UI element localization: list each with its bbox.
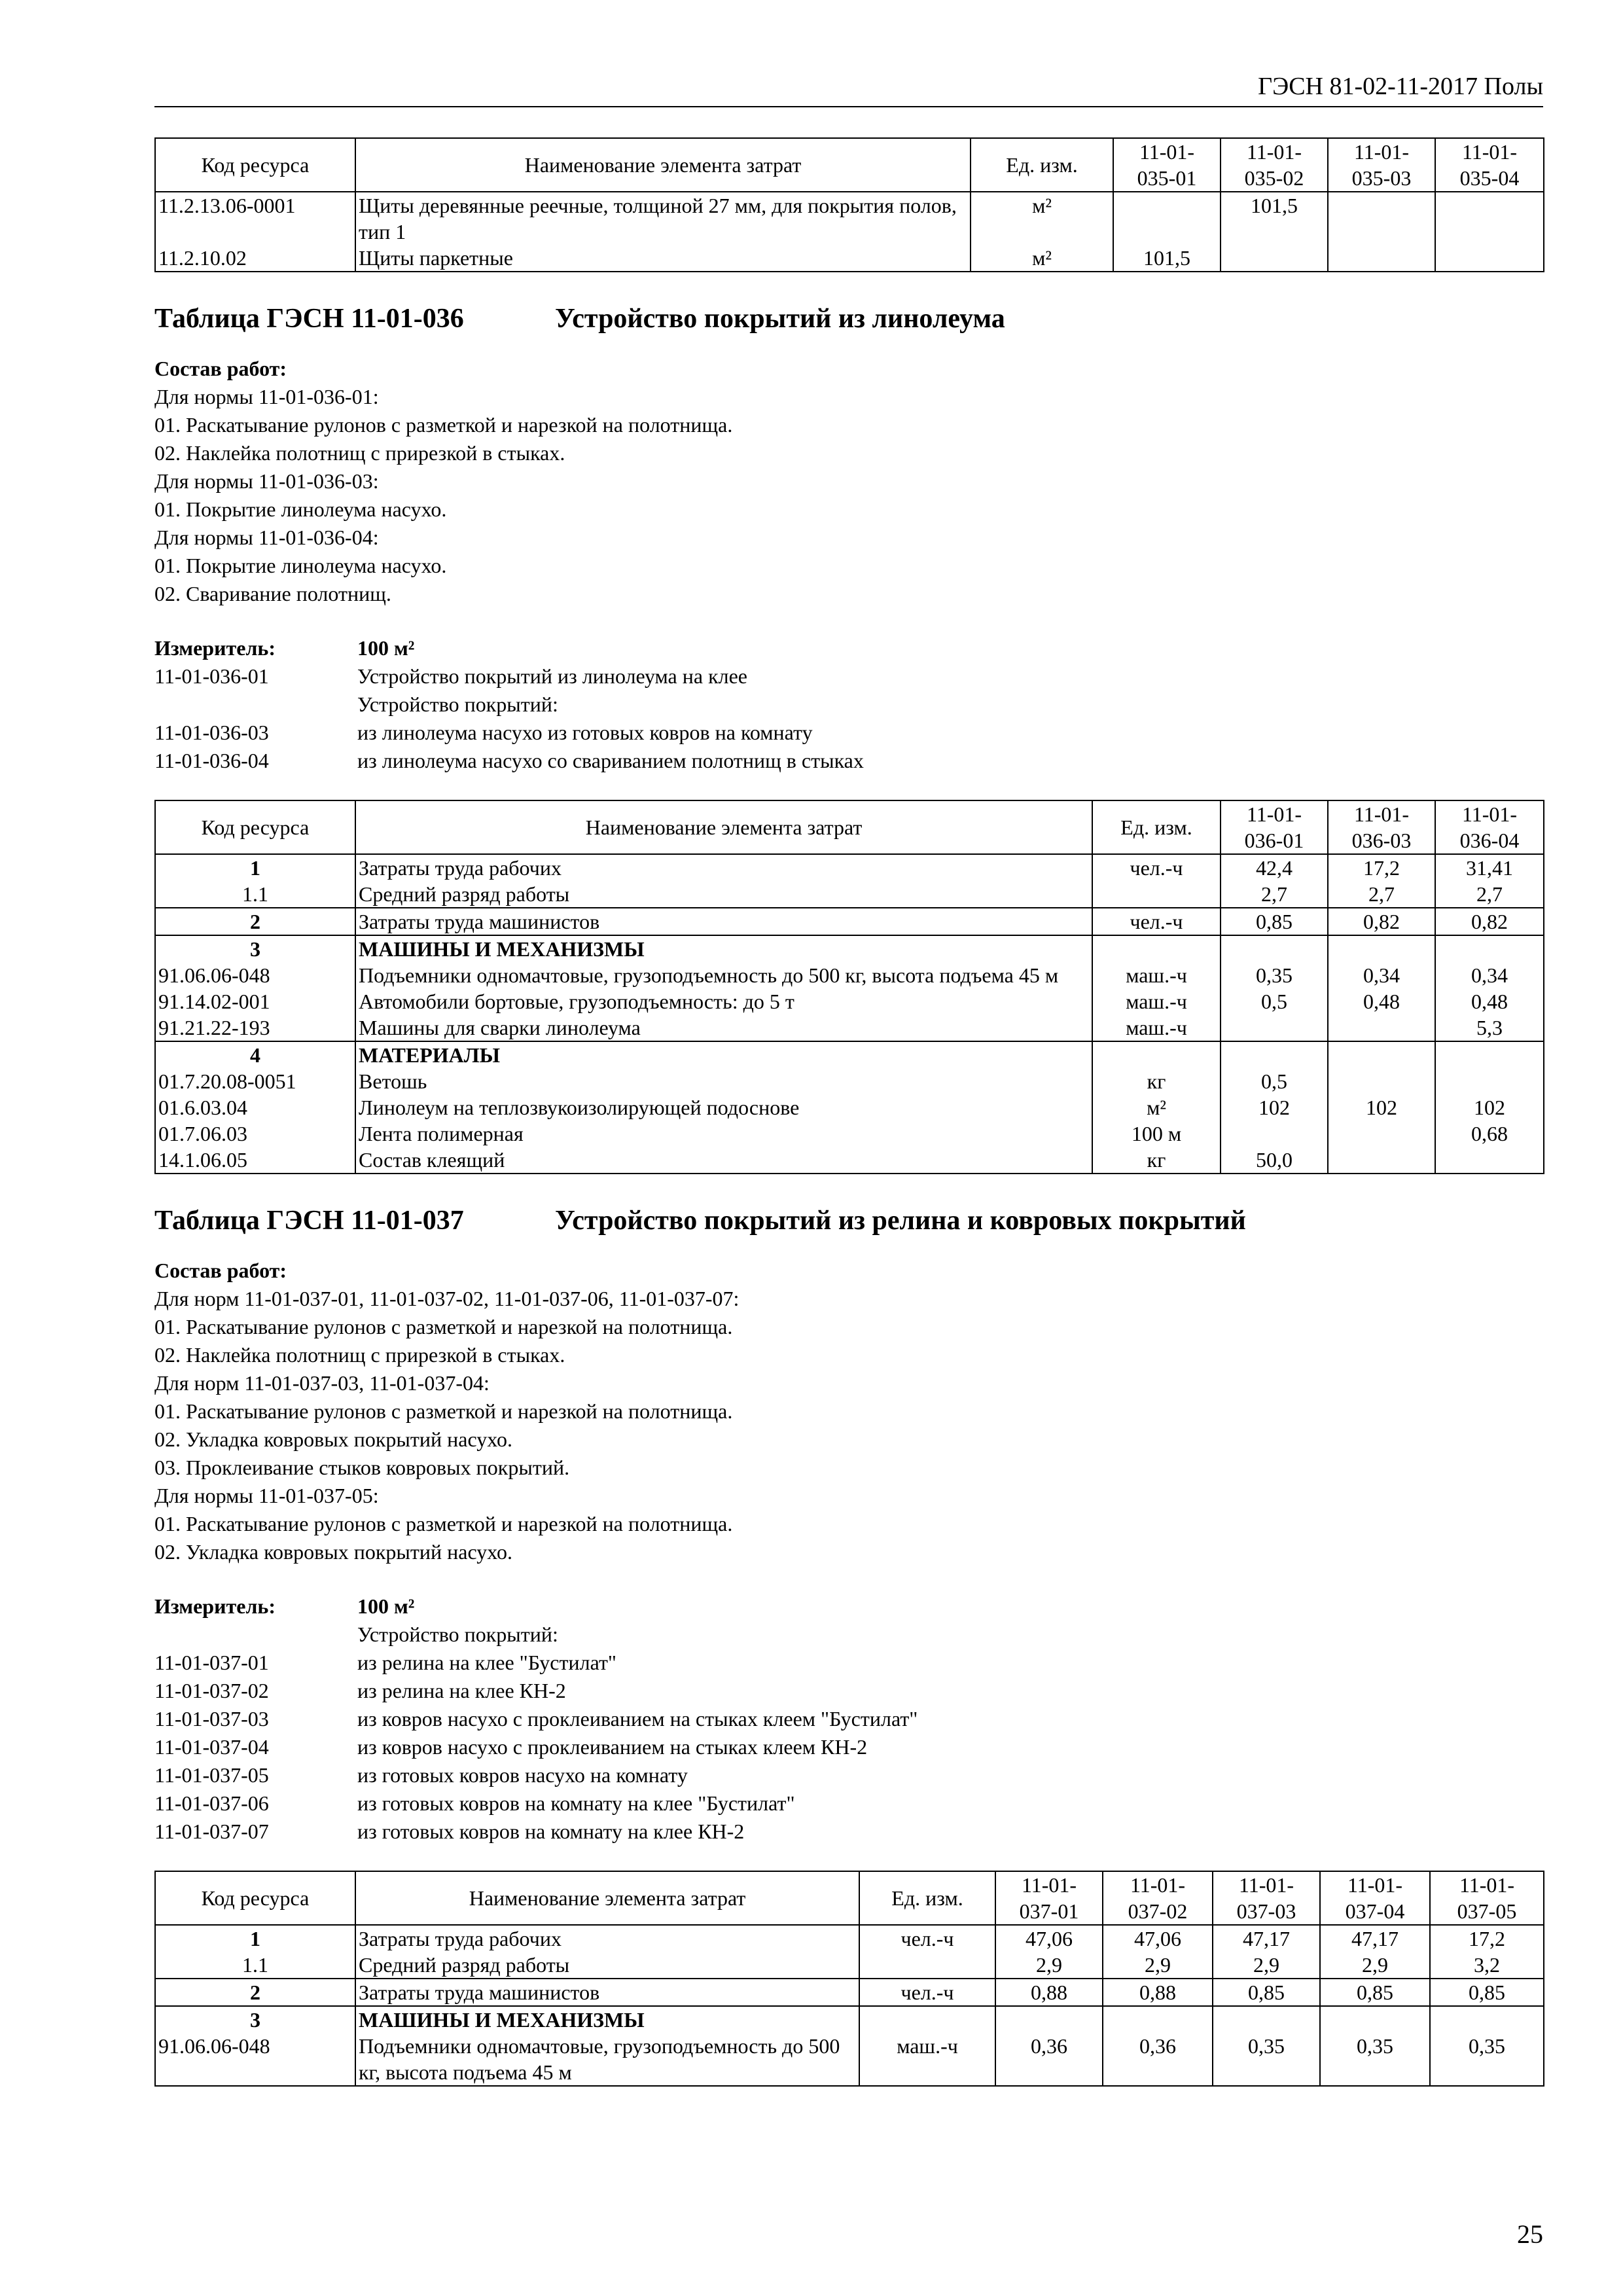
table-row bbox=[155, 935, 1544, 962]
table-row bbox=[155, 1094, 1544, 1121]
unit: кг bbox=[1092, 1147, 1221, 1174]
table-row bbox=[155, 962, 1544, 988]
col-header-norm: 11-01- 037-05 bbox=[1430, 1871, 1544, 1925]
resource-code: 3 bbox=[155, 935, 355, 962]
norm-value bbox=[1221, 1121, 1328, 1147]
resource-name: Линолеум на теплозвукоизолирующей подоснове bbox=[355, 1094, 1092, 1121]
norm-value: 0,34 bbox=[1435, 962, 1544, 988]
norm-value: 0,85 bbox=[1213, 1979, 1320, 2006]
col-header-norm: 11-01- 037-02 bbox=[1103, 1871, 1213, 1925]
work-step: Для нормы 11-01-036-01: bbox=[154, 385, 379, 408]
norm-value: 2,7 bbox=[1221, 881, 1328, 908]
norm-value bbox=[1328, 935, 1435, 962]
table-row bbox=[155, 245, 1544, 272]
norm-value bbox=[1328, 1014, 1435, 1041]
resource-code: 91.21.22-193 bbox=[155, 1014, 355, 1041]
table-11-01-037 bbox=[154, 1871, 1544, 2087]
norm-value bbox=[1435, 935, 1544, 962]
col-header-code: Код ресурса bbox=[155, 800, 355, 854]
norm-code: 11-01-037-03 bbox=[154, 1707, 269, 1731]
table-row bbox=[155, 988, 1544, 1014]
resource-name: МАШИНЫ И МЕХАНИЗМЫ bbox=[355, 935, 1092, 962]
norm-value: 0,35 bbox=[1430, 2033, 1544, 2086]
norm-value: 0,68 bbox=[1435, 1121, 1544, 1147]
norm-description: из ковров насухо с проклеиванием на стыках клеем КН-2 bbox=[357, 1735, 868, 1759]
table-row bbox=[155, 2033, 1544, 2086]
norm-value: 0,48 bbox=[1328, 988, 1435, 1014]
col-header-norm: 11-01- 036-03 bbox=[1328, 800, 1435, 854]
unit: м² bbox=[971, 192, 1113, 245]
norm-value: 3,2 bbox=[1430, 1952, 1544, 1979]
col-header-unit: Ед. изм. bbox=[859, 1871, 995, 1925]
resource-code: 1 bbox=[155, 854, 355, 881]
norm-value bbox=[1435, 1068, 1544, 1094]
unit: м² bbox=[971, 245, 1113, 272]
norm-value bbox=[1103, 2006, 1213, 2033]
norm-value bbox=[1435, 1147, 1544, 1174]
col-header-norm: 11-01- 035-02 bbox=[1221, 138, 1328, 192]
norm-value: 102 bbox=[1328, 1094, 1435, 1121]
col-header-norm: 11-01- 037-03 bbox=[1213, 1871, 1320, 1925]
norm-value: 0,34 bbox=[1328, 962, 1435, 988]
norm-value bbox=[1113, 192, 1221, 245]
resource-name: Автомобили бортовые, грузоподъемность: до 5 т bbox=[355, 988, 1092, 1014]
unit: м² bbox=[1092, 1094, 1221, 1121]
norm-value bbox=[995, 2006, 1103, 2033]
col-header-norm: 11-01- 035-03 bbox=[1328, 138, 1435, 192]
norm-value: 0,36 bbox=[995, 2033, 1103, 2086]
norm-value bbox=[1213, 2006, 1320, 2033]
norm-code: 11-01-037-07 bbox=[154, 1820, 269, 1843]
norm-value: 31,41 bbox=[1435, 854, 1544, 881]
col-header-norm: 11-01- 035-01 bbox=[1113, 138, 1221, 192]
resource-name: Ветошь bbox=[355, 1068, 1092, 1094]
norm-value: 0,35 bbox=[1320, 2033, 1430, 2086]
norm-value: 0,5 bbox=[1221, 988, 1328, 1014]
unit: маш.-ч bbox=[1092, 962, 1221, 988]
norm-code: 11-01-037-05 bbox=[154, 1763, 269, 1787]
norm-description: из релина на клее КН-2 bbox=[357, 1679, 566, 1702]
norm-value bbox=[1328, 1147, 1435, 1174]
table-row bbox=[155, 881, 1544, 908]
norm-value bbox=[1328, 1041, 1435, 1068]
norm-value: 0,82 bbox=[1328, 908, 1435, 935]
unit: 100 м bbox=[1092, 1121, 1221, 1147]
unit bbox=[859, 1952, 995, 1979]
measure-label: Измеритель: bbox=[154, 636, 276, 660]
unit bbox=[1092, 1041, 1221, 1068]
page-number: 25 bbox=[1517, 2219, 1543, 2249]
table-row bbox=[155, 1147, 1544, 1174]
work-composition bbox=[154, 383, 1543, 608]
norm-value bbox=[1435, 1041, 1544, 1068]
norm-description: из линолеума насухо со свариванием полотнищ в стыках bbox=[357, 749, 864, 772]
norm-value: 0,5 bbox=[1221, 1068, 1328, 1094]
norm-code: 11-01-037-06 bbox=[154, 1791, 269, 1815]
unit: чел.-ч bbox=[1092, 854, 1221, 881]
norm-description: из готовых ковров насухо на комнату bbox=[357, 1763, 688, 1787]
work-step: 01. Покрытие линолеума насухо. bbox=[154, 497, 447, 521]
work-step: 01. Покрытие линолеума насухо. bbox=[154, 554, 447, 577]
page-content bbox=[154, 137, 1543, 2087]
running-header: ГЭСН 81-02-11-2017 Полы bbox=[154, 71, 1543, 107]
table-row bbox=[155, 1121, 1544, 1147]
norm-description: Устройство покрытий: bbox=[357, 692, 558, 716]
work-step: 01. Раскатывание рулонов с разметкой и нарезкой на полотнища. bbox=[154, 1399, 733, 1423]
norm-value: 0,82 bbox=[1435, 908, 1544, 935]
resource-code: 2 bbox=[155, 1979, 355, 2006]
norm-value: 101,5 bbox=[1221, 192, 1328, 245]
norm-value: 0,36 bbox=[1103, 2033, 1213, 2086]
norm-value: 47,06 bbox=[995, 1925, 1103, 1952]
col-header-norm: 11-01- 035-04 bbox=[1435, 138, 1544, 192]
norm-value bbox=[1221, 935, 1328, 962]
col-header-name: Наименование элемента затрат bbox=[355, 138, 971, 192]
norm-value: 17,2 bbox=[1328, 854, 1435, 881]
norm-value: 102 bbox=[1435, 1094, 1544, 1121]
unit: кг bbox=[1092, 1068, 1221, 1094]
work-composition bbox=[154, 1285, 1543, 1566]
resource-code: 11.2.13.06-0001 bbox=[155, 192, 355, 245]
work-step: Для норм 11-01-037-03, 11-01-037-04: bbox=[154, 1371, 490, 1395]
resource-code: 1.1 bbox=[155, 1952, 355, 1979]
col-header-norm: 11-01- 036-01 bbox=[1221, 800, 1328, 854]
work-step: Для норм 11-01-037-01, 11-01-037-02, 11-01-037-06, 11-01-037-07: bbox=[154, 1287, 740, 1310]
norm-value bbox=[1328, 192, 1435, 245]
resource-code: 1.1 bbox=[155, 881, 355, 908]
norm-value bbox=[1328, 245, 1435, 272]
norm-value bbox=[1320, 2006, 1430, 2033]
resource-code: 01.7.20.08-0051 bbox=[155, 1068, 355, 1094]
norm-value: 47,17 bbox=[1320, 1925, 1430, 1952]
norm-value: 0,85 bbox=[1221, 908, 1328, 935]
col-header-norm: 11-01- 037-01 bbox=[995, 1871, 1103, 1925]
measure-value: 100 м² bbox=[357, 636, 415, 660]
table-row bbox=[155, 1952, 1544, 1979]
work-step: 02. Укладка ковровых покрытий насухо. bbox=[154, 1540, 513, 1564]
unit bbox=[1092, 881, 1221, 908]
norm-value: 102 bbox=[1221, 1094, 1328, 1121]
col-header-name: Наименование элемента затрат bbox=[355, 800, 1092, 854]
col-header-unit: Ед. изм. bbox=[971, 138, 1113, 192]
norm-value bbox=[1430, 2006, 1544, 2033]
work-step: 03. Проклеивание стыков ковровых покрытий. bbox=[154, 1456, 570, 1479]
work-step: Для нормы 11-01-037-05: bbox=[154, 1484, 379, 1507]
unit: чел.-ч bbox=[1092, 908, 1221, 935]
resource-name: Лента полимерная bbox=[355, 1121, 1092, 1147]
table-row bbox=[155, 1014, 1544, 1041]
resource-name: Состав клеящий bbox=[355, 1147, 1092, 1174]
norm-value: 0,48 bbox=[1435, 988, 1544, 1014]
unit: маш.-ч bbox=[1092, 1014, 1221, 1041]
section-title-037: Таблица ГЭСН 11-01-037 Устройство покрытий из релина и ковровых покрытий bbox=[154, 1206, 1246, 1236]
resource-name: Затраты труда рабочих bbox=[355, 1925, 859, 1952]
col-header-name: Наименование элемента затрат bbox=[355, 1871, 859, 1925]
norm-code: 11-01-036-03 bbox=[154, 721, 269, 744]
norm-value bbox=[1328, 1121, 1435, 1147]
norm-code: 11-01-036-04 bbox=[154, 749, 269, 772]
unit: маш.-ч bbox=[859, 2033, 995, 2086]
resource-name: Подъемники одномачтовые, грузоподъемность до 500 кг, высота подъема 45 м bbox=[355, 2033, 859, 2086]
norm-value bbox=[1435, 245, 1544, 272]
table-row bbox=[155, 192, 1544, 245]
work-step: 02. Укладка ковровых покрытий насухо. bbox=[154, 1427, 513, 1451]
norm-value bbox=[1221, 245, 1328, 272]
resource-code: 91.14.02-001 bbox=[155, 988, 355, 1014]
resource-name: МАТЕРИАЛЫ bbox=[355, 1041, 1092, 1068]
col-header-norm: 11-01- 036-04 bbox=[1435, 800, 1544, 854]
sostav-label: Состав работ: bbox=[154, 1259, 287, 1282]
sostav-label: Состав работ: bbox=[154, 357, 287, 380]
norm-code: 11-01-037-01 bbox=[154, 1651, 269, 1674]
resource-code: 01.7.06.03 bbox=[155, 1121, 355, 1147]
norm-code bbox=[154, 1621, 357, 1649]
norm-description: Устройство покрытий: bbox=[357, 1623, 558, 1646]
norm-value: 2,9 bbox=[1320, 1952, 1430, 1979]
table-row bbox=[155, 1041, 1544, 1068]
norm-value: 2,7 bbox=[1435, 881, 1544, 908]
norm-description: Устройство покрытий из линолеума на клее bbox=[357, 664, 747, 688]
norm-value: 0,35 bbox=[1221, 962, 1328, 988]
resource-code: 91.06.06-048 bbox=[155, 962, 355, 988]
norm-code: 11-01-037-04 bbox=[154, 1735, 269, 1759]
norm-value bbox=[1221, 1014, 1328, 1041]
resource-code: 2 bbox=[155, 908, 355, 935]
resource-name: Подъемники одномачтовые, грузоподъемность до 500 кг, высота подъема 45 м bbox=[355, 962, 1092, 988]
section-title-036: Таблица ГЭСН 11-01-036 Устройство покрытий из линолеума bbox=[154, 304, 1005, 334]
col-header-unit: Ед. изм. bbox=[1092, 800, 1221, 854]
resource-name: Машины для сварки линолеума bbox=[355, 1014, 1092, 1041]
measure-value: 100 м² bbox=[357, 1594, 415, 1618]
norm-description: из линолеума насухо из готовых ковров на комнату bbox=[357, 721, 813, 744]
table-11-01-036 bbox=[154, 800, 1544, 1174]
work-step: 01. Раскатывание рулонов с разметкой и нарезкой на полотнища. bbox=[154, 413, 733, 437]
norm-description: из готовых ковров на комнату на клее КН-2 bbox=[357, 1820, 745, 1843]
resource-name: Щиты паркетные bbox=[355, 245, 971, 272]
unit bbox=[1092, 935, 1221, 962]
work-step: 01. Раскатывание рулонов с разметкой и нарезкой на полотнища. bbox=[154, 1512, 733, 1535]
measure-block bbox=[154, 634, 1543, 775]
resource-code: 11.2.10.02 bbox=[155, 245, 355, 272]
unit: маш.-ч bbox=[1092, 988, 1221, 1014]
norm-value: 42,4 bbox=[1221, 854, 1328, 881]
work-step: 02. Сваривание полотнищ. bbox=[154, 582, 391, 605]
norm-description: из ковров насухо с проклеиванием на стыках клеем "Бустилат" bbox=[357, 1707, 918, 1731]
resource-code: 91.06.06-048 bbox=[155, 2033, 355, 2086]
resource-name: Затраты труда машинистов bbox=[355, 1979, 859, 2006]
norm-value: 2,9 bbox=[1103, 1952, 1213, 1979]
table-row bbox=[155, 1925, 1544, 1952]
norm-value: 101,5 bbox=[1113, 245, 1221, 272]
measure-block bbox=[154, 1592, 1543, 1846]
table-row bbox=[155, 2006, 1544, 2033]
work-step: Для нормы 11-01-036-03: bbox=[154, 469, 379, 493]
table-11-01-035 bbox=[154, 137, 1544, 272]
resource-name: Средний разряд работы bbox=[355, 1952, 859, 1979]
norm-value: 0,85 bbox=[1320, 1979, 1430, 2006]
norm-description: из релина на клее "Бустилат" bbox=[357, 1651, 616, 1674]
norm-value: 50,0 bbox=[1221, 1147, 1328, 1174]
norm-code: 11-01-037-02 bbox=[154, 1679, 269, 1702]
unit bbox=[859, 2006, 995, 2033]
col-header-code: Код ресурса bbox=[155, 1871, 355, 1925]
resource-code: 01.6.03.04 bbox=[155, 1094, 355, 1121]
unit: чел.-ч bbox=[859, 1979, 995, 2006]
table-row bbox=[155, 854, 1544, 881]
norm-code bbox=[154, 691, 357, 719]
norm-value: 17,2 bbox=[1430, 1925, 1544, 1952]
unit: чел.-ч bbox=[859, 1925, 995, 1952]
resource-name: Щиты деревянные реечные, толщиной 27 мм, для покрытия полов, тип 1 bbox=[355, 192, 971, 245]
norm-description: из готовых ковров на комнату на клее "Бустилат" bbox=[357, 1791, 795, 1815]
resource-name: Средний разряд работы bbox=[355, 881, 1092, 908]
work-step: Для нормы 11-01-036-04: bbox=[154, 526, 379, 549]
norm-value: 2,9 bbox=[995, 1952, 1103, 1979]
norm-value: 47,17 bbox=[1213, 1925, 1320, 1952]
norm-value: 0,88 bbox=[995, 1979, 1103, 2006]
work-step: 02. Наклейка полотнищ с прирезкой в стыках. bbox=[154, 441, 565, 465]
norm-value: 2,9 bbox=[1213, 1952, 1320, 1979]
norm-code: 11-01-036-01 bbox=[154, 664, 269, 688]
measure-label: Измеритель: bbox=[154, 1594, 276, 1618]
resource-code: 3 bbox=[155, 2006, 355, 2033]
col-header-code: Код ресурса bbox=[155, 138, 355, 192]
work-step: 02. Наклейка полотнищ с прирезкой в стыках. bbox=[154, 1343, 565, 1367]
resource-name: МАШИНЫ И МЕХАНИЗМЫ bbox=[355, 2006, 859, 2033]
norm-value: 5,3 bbox=[1435, 1014, 1544, 1041]
norm-value: 0,85 bbox=[1430, 1979, 1544, 2006]
resource-name: Затраты труда машинистов bbox=[355, 908, 1092, 935]
norm-value bbox=[1221, 1041, 1328, 1068]
norm-value: 2,7 bbox=[1328, 881, 1435, 908]
table-row bbox=[155, 1979, 1544, 2006]
table-row bbox=[155, 1068, 1544, 1094]
table-row bbox=[155, 908, 1544, 935]
resource-name: Затраты труда рабочих bbox=[355, 854, 1092, 881]
resource-code: 1 bbox=[155, 1925, 355, 1952]
norm-value: 0,88 bbox=[1103, 1979, 1213, 2006]
norm-value: 0,35 bbox=[1213, 2033, 1320, 2086]
resource-code: 14.1.06.05 bbox=[155, 1147, 355, 1174]
norm-value bbox=[1435, 192, 1544, 245]
norm-value bbox=[1328, 1068, 1435, 1094]
work-step: 01. Раскатывание рулонов с разметкой и нарезкой на полотнища. bbox=[154, 1315, 733, 1338]
resource-code: 4 bbox=[155, 1041, 355, 1068]
norm-value: 47,06 bbox=[1103, 1925, 1213, 1952]
col-header-norm: 11-01- 037-04 bbox=[1320, 1871, 1430, 1925]
